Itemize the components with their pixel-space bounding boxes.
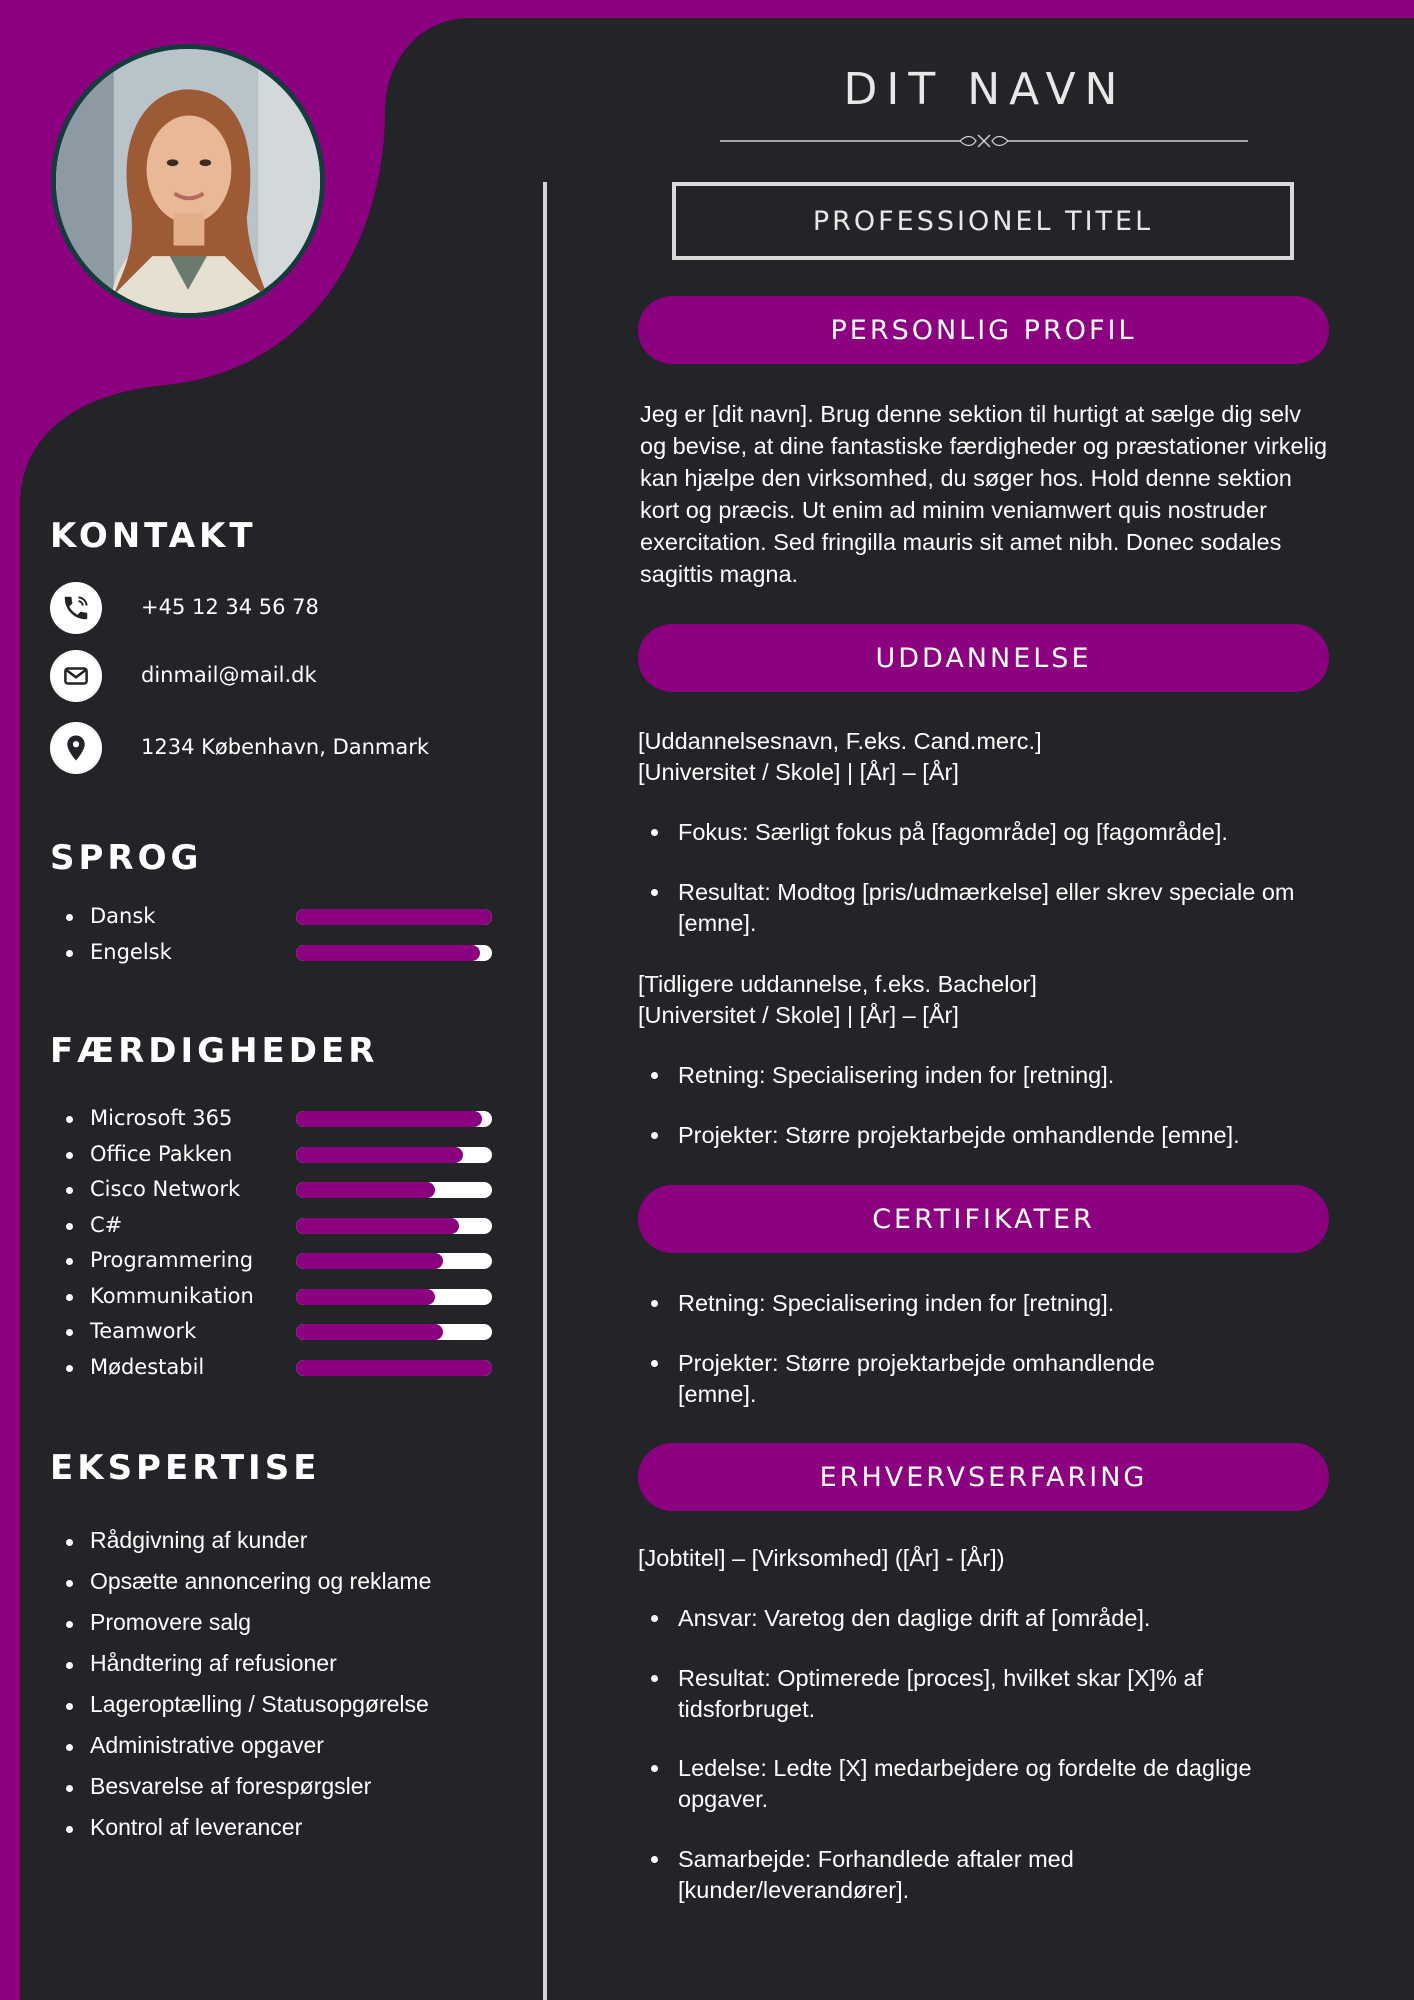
skill-level-track [296,1111,492,1127]
expertise-text: Besvarelse af forespørgsler [90,1773,372,1799]
bullet-dot [66,1294,73,1301]
education-degree-1: [Uddannelsesnavn, F.eks. Cand.merc.] [638,728,1042,754]
expertise-text: Promovere salg [90,1609,252,1635]
contact-email [50,650,490,706]
expertise-item [50,1523,500,1564]
skill-bar-item [50,1173,500,1209]
skill-level-fill [296,1182,435,1198]
skill-level-track [296,1360,492,1376]
skill-label: Kommunikation [90,1283,254,1308]
skill-bar-item [50,1102,500,1138]
expertise-text: Kontrol af leverancer [90,1814,303,1840]
profile-text: Jeg er [dit navn]. Brug denne sektion til hurtigt at sælge dig selv og bevise, at dine fantastiske færdigheder og præstationer virkelig kan hjælpe den virksomhed, du søger hos. Hold denne sektion kort og præcis. Ut enim ad minim veniamwert quis nostruder exercitation. Sed fringilla mauris sit amet nibh. Donec sodales sagittis magna. [640,401,1328,587]
job-title: [Jobtitel] – [Virksomhed] ([År] - [År]) [638,1545,1005,1571]
bullet-dot [66,1826,73,1833]
skill-level-fill [296,945,480,961]
skill-level-fill [296,1289,435,1305]
skill-level-fill [296,1324,443,1340]
skill-level-track [296,1324,492,1340]
skill-bar-item [50,1280,500,1316]
expertise-list [50,1523,500,1851]
skill-level-track [296,1218,492,1234]
skill-label: Teamwork [90,1319,197,1343]
skill-level-fill [296,1218,459,1234]
skill-label: Mødestabil [90,1354,205,1379]
skill-bar-item [50,900,500,936]
skill-bar-item [50,936,500,972]
bullet-dot [66,1258,73,1265]
ornament-divider [720,132,1248,150]
skills-heading: FÆRDIGHEDER [50,1031,379,1071]
languages-heading: SPROG [50,838,203,878]
skill-label: Office Pakken [90,1141,233,1166]
location-text: 1234 København, Danmark [141,735,430,759]
skill-level-track [296,1182,492,1198]
expertise-text: Lageroptælling / Statusopgørelse [90,1691,429,1717]
skill-level-fill [296,1147,463,1163]
skill-label: Dansk [90,904,156,928]
skill-level-fill [296,1253,443,1269]
bullet-dot [66,1580,73,1587]
bullet-dot [66,1785,73,1792]
expertise-item [50,1769,500,1810]
skill-bar-item [50,1351,500,1387]
bullet-dot [66,1539,73,1546]
skill-bar-item [50,1138,500,1174]
skill-level-fill [296,1111,482,1127]
expertise-item [50,1728,500,1769]
bullet-dot [66,1703,73,1710]
resume-page: KONTAKT +45 12 34 56 78 dinmail@mail.dk 1234 København, Danmark SPROG Dansk Engelsk FÆRDIGHEDER Microsoft 365 Office Pakken Cisco Network C# Programmering Kommunikation Teamwork Mødestabil EKSPERTISE Rådgivning af kunder Opsætte annoncering og reklame Promovere salg Håndtering af refusioner Lageroptælling / Statusopgørelse Administrative opgaver Besvarelse af forespørgsler Kontrol af leverancer DIT NAVN PROFESSIONEL TITEL PERSONLIG PROFIL Jeg er [dit navn]. Brug denne sektion til hurtigt at sælge dig selv og bevise, at dine fantastiske færdigheder og præstationer virkelig kan hjælpe den virksomhed, du søger hos. Hold denne sektion kort og præcis. Ut enim ad minim veniamwert quis nostruder exercitation. Sed fringilla mauris sit amet nibh. Donec sodales sagittis magna. UDDANNELSE [Uddannelsesnavn, F.eks. Cand.merc.] [Universitet / Skole] | [År] – [År] Fokus: Særligt fokus på [fagområde] og [fagområde]. Resultat: Modtog [pris/udmærkelse] eller skrev speciale om [emne]. [Tidligere uddannelse, f.eks. Bachelor] [Universitet / Skole] | [År] – [År] Retning: Specialisering inden for [retning]. Projekter: Større projektarbejde omhandlende [emne]. CERTIFIKATER Retning: Specialisering inden for [retning]. Projekter: Større projektarbejde omhandlende [emne]. ERHVERVSERFARING [Jobtitel] – [Virksomhed] ([År] - [År]) Ansvar: Varetog den daglige drift af [område]. Resultat: Optimerede [proces], hvilket skar [X]% af tidsforbruget. Ledelse: Ledte [X] medarbejdere og fordelte de daglige opgaver. Samarbejde: Forhandlede aftaler med [kunder/leverandører]. [0,0,1414,2000]
location-pin-icon [50,722,102,774]
phone-text: +45 12 34 56 78 [141,595,319,619]
skill-level-track [296,1289,492,1305]
profile-photo [51,44,325,318]
skill-level-fill [296,909,492,925]
bullet-dot [66,950,73,957]
expertise-item [50,1564,500,1605]
bullet-dot [66,1662,73,1669]
expertise-item [50,1687,500,1728]
bullet-dot [66,1329,73,1336]
experience-heading: ERHVERVSERFARING [638,1443,1329,1511]
skill-bar-item [50,1209,500,1245]
bullet-dot [66,1365,73,1372]
professional-title: PROFESSIONEL TITEL [672,182,1294,260]
skill-label: Engelsk [90,939,172,964]
skill-level-track [296,909,492,925]
bullet-dot [66,1744,73,1751]
expertise-text: Opsætte annoncering og reklame [90,1568,432,1594]
contact-heading: KONTAKT [50,516,257,556]
bullet-dot [66,1187,73,1194]
certificates-heading: CERTIFIKATER [638,1185,1329,1253]
bullet-dot [66,1223,73,1230]
contact-phone [50,582,490,638]
skill-level-track [296,1147,492,1163]
skill-level-track [296,945,492,961]
skill-level-fill [296,1360,492,1376]
bullet-dot [66,1621,73,1628]
skill-bar-item [50,1244,500,1280]
skill-label: Cisco Network [90,1177,241,1201]
expertise-item [50,1810,500,1851]
person-name: DIT NAVN [843,64,1127,115]
education-degree-2: [Tidligere uddannelse, f.eks. Bachelor] [638,971,1037,997]
education-school-1: [Universitet / Skole] | [År] – [År] [638,759,959,785]
mail-icon [50,650,102,702]
education-heading: UDDANNELSE [638,624,1329,692]
skill-label: Microsoft 365 [90,1106,233,1130]
skill-level-track [296,1253,492,1269]
bullet-dot [66,914,73,921]
expertise-heading: EKSPERTISE [50,1448,321,1488]
contact-location [50,722,490,778]
expertise-text: Administrative opgaver [90,1732,324,1758]
email-text: dinmail@mail.dk [141,663,317,687]
expertise-item [50,1646,500,1687]
expertise-text: Rådgivning af kunder [90,1527,308,1553]
education-school-2: [Universitet / Skole] | [År] – [År] [638,1002,959,1028]
skills-list [50,1102,500,1386]
skill-label: C# [90,1212,123,1237]
skill-label: Programmering [90,1248,254,1272]
phone-icon [50,582,102,634]
skill-bar-item [50,1315,500,1351]
bullet-dot [66,1152,73,1159]
profile-heading: PERSONLIG PROFIL [638,296,1329,364]
expertise-item [50,1605,500,1646]
expertise-text: Håndtering af refusioner [90,1650,337,1676]
languages-list [50,900,500,971]
bullet-dot [66,1116,73,1123]
column-divider [543,182,547,2000]
